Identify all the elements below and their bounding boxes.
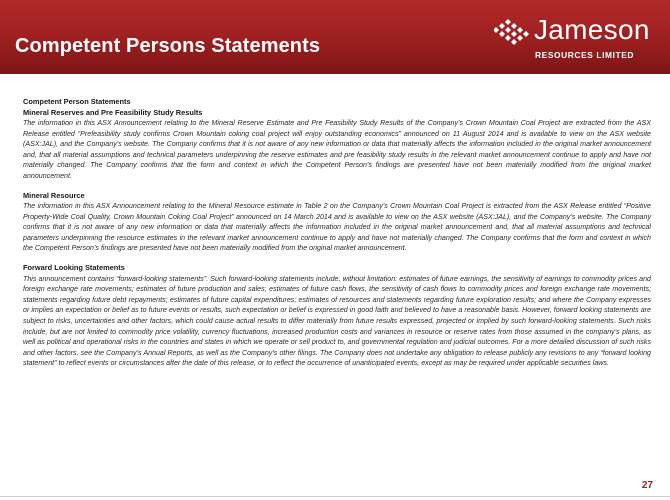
logo-subtitle: RESOURCES LIMITED — [535, 50, 635, 60]
page-title: Competent Persons Statements — [15, 35, 321, 57]
section-paragraph: This announcement contains “forward-looking statements”. Such forward-looking statements include, without limitation: estimates of future earnings, the sensitivity of earnings to commodity prices and foreign exchange rate movements; estimates of future production and sales; estimates of future cash flows, the sensitivity of cash flows to commodity prices and foreign exchange rate movements; statements regarding future debt repayments; estimates of future capital expenditures; estimates of resources and statements regarding future exploration results; and where the Company expresses or implies an expectation or belief as to future events or results, such expectation or belief is expressed in good faith and believed to have a reasonable basis. However, forward looking statements are subject to risks, uncertainties and other factors, which could cause actual results to differ materially from future results expressed, projected or implied by such forward-looking statements. Such risks include, but are not limited to commodity price volatility, currency fluctuations, increased production costs and variances in resource or reserve rates from those assumed in the company’s plans, as well as political and operational risks in the countries and states in which we operate or sell product to, and governmental regulation and judicial outcomes. For a more detailed discussion of such risks and other factors, see the Company’s Annual Reports, as well as the Company’s other filings. The Company does not undertake any obligation to release publicly any revisions to any “forward looking statement” to reflect events or circumstances after the date of this release, or to reflect the occurrence of unanticipated events, except as may be required under applicable securities laws. — [23, 274, 651, 368]
section-heading: Mineral Reserves and Pre Feasibility Study Results — [23, 107, 203, 117]
section-mineral-resource — [23, 191, 651, 254]
header-banner — [0, 0, 670, 74]
document-body — [23, 97, 651, 369]
document-heading: Competent Person Statements — [23, 97, 131, 106]
section-paragraph: The information in this ASX Announcement relating to the Mineral Reserve Estimate and Pre Feasibility Study Results of the Company’s Crown Mountain Coal Project are extracted from the ASX Release entitled “Prefeasibility study confirms Crown Mountain coking coal project will enjoy outstanding economics” announced on 11 August 2014 and is available to view on the ASX website (ASX:JAL), and the Company’s website. The Company confirms that it is not aware of any new information or data that materially affects the information included in the original market announcement and, that all material assumptions and technical parameters underpinning the reserve estimates and pre feasibility study results in the relevant market announcement continue to apply and have not materially changed. The Company confirms that the form and context in which the Competent Person’s findings are presented have not been materially modified from the original market announcement. — [23, 119, 651, 180]
section-heading: Forward Looking Statements — [23, 263, 125, 273]
section-heading: Mineral Resource — [23, 190, 85, 200]
section-mineral-reserves — [23, 108, 651, 182]
jameson-diamond-logo-icon — [494, 18, 530, 48]
section-forward-looking — [23, 263, 651, 369]
page-number: 27 — [641, 480, 653, 491]
company-logo — [494, 14, 654, 64]
logo-wordmark: Jameson — [534, 14, 650, 45]
footer-divider — [0, 496, 670, 497]
section-paragraph: The information in this ASX Announcement relating to the Mineral Resource estimate in Table 2 on the Company’s Crown Mountain Coal Project is extracted from the ASX Release entitled “Positive Property-Wide Coal Quality, Crown Mountain Coking Coal Project” announced on 14 March 2014 and is available to view on the ASX website (ASX:JAL), and the Company’s website. The Company confirms that it is not aware of any new information or data that materially affects the information included in the original market announcement and, that all material assumptions and technical parameters underpinning the resource estimates in the relevant market announcement continue to apply and have not materially changed. The Company confirms that the form and context in which the Competent Person’s findings are presented have not been materially modified from the original market announcement. — [23, 202, 651, 253]
